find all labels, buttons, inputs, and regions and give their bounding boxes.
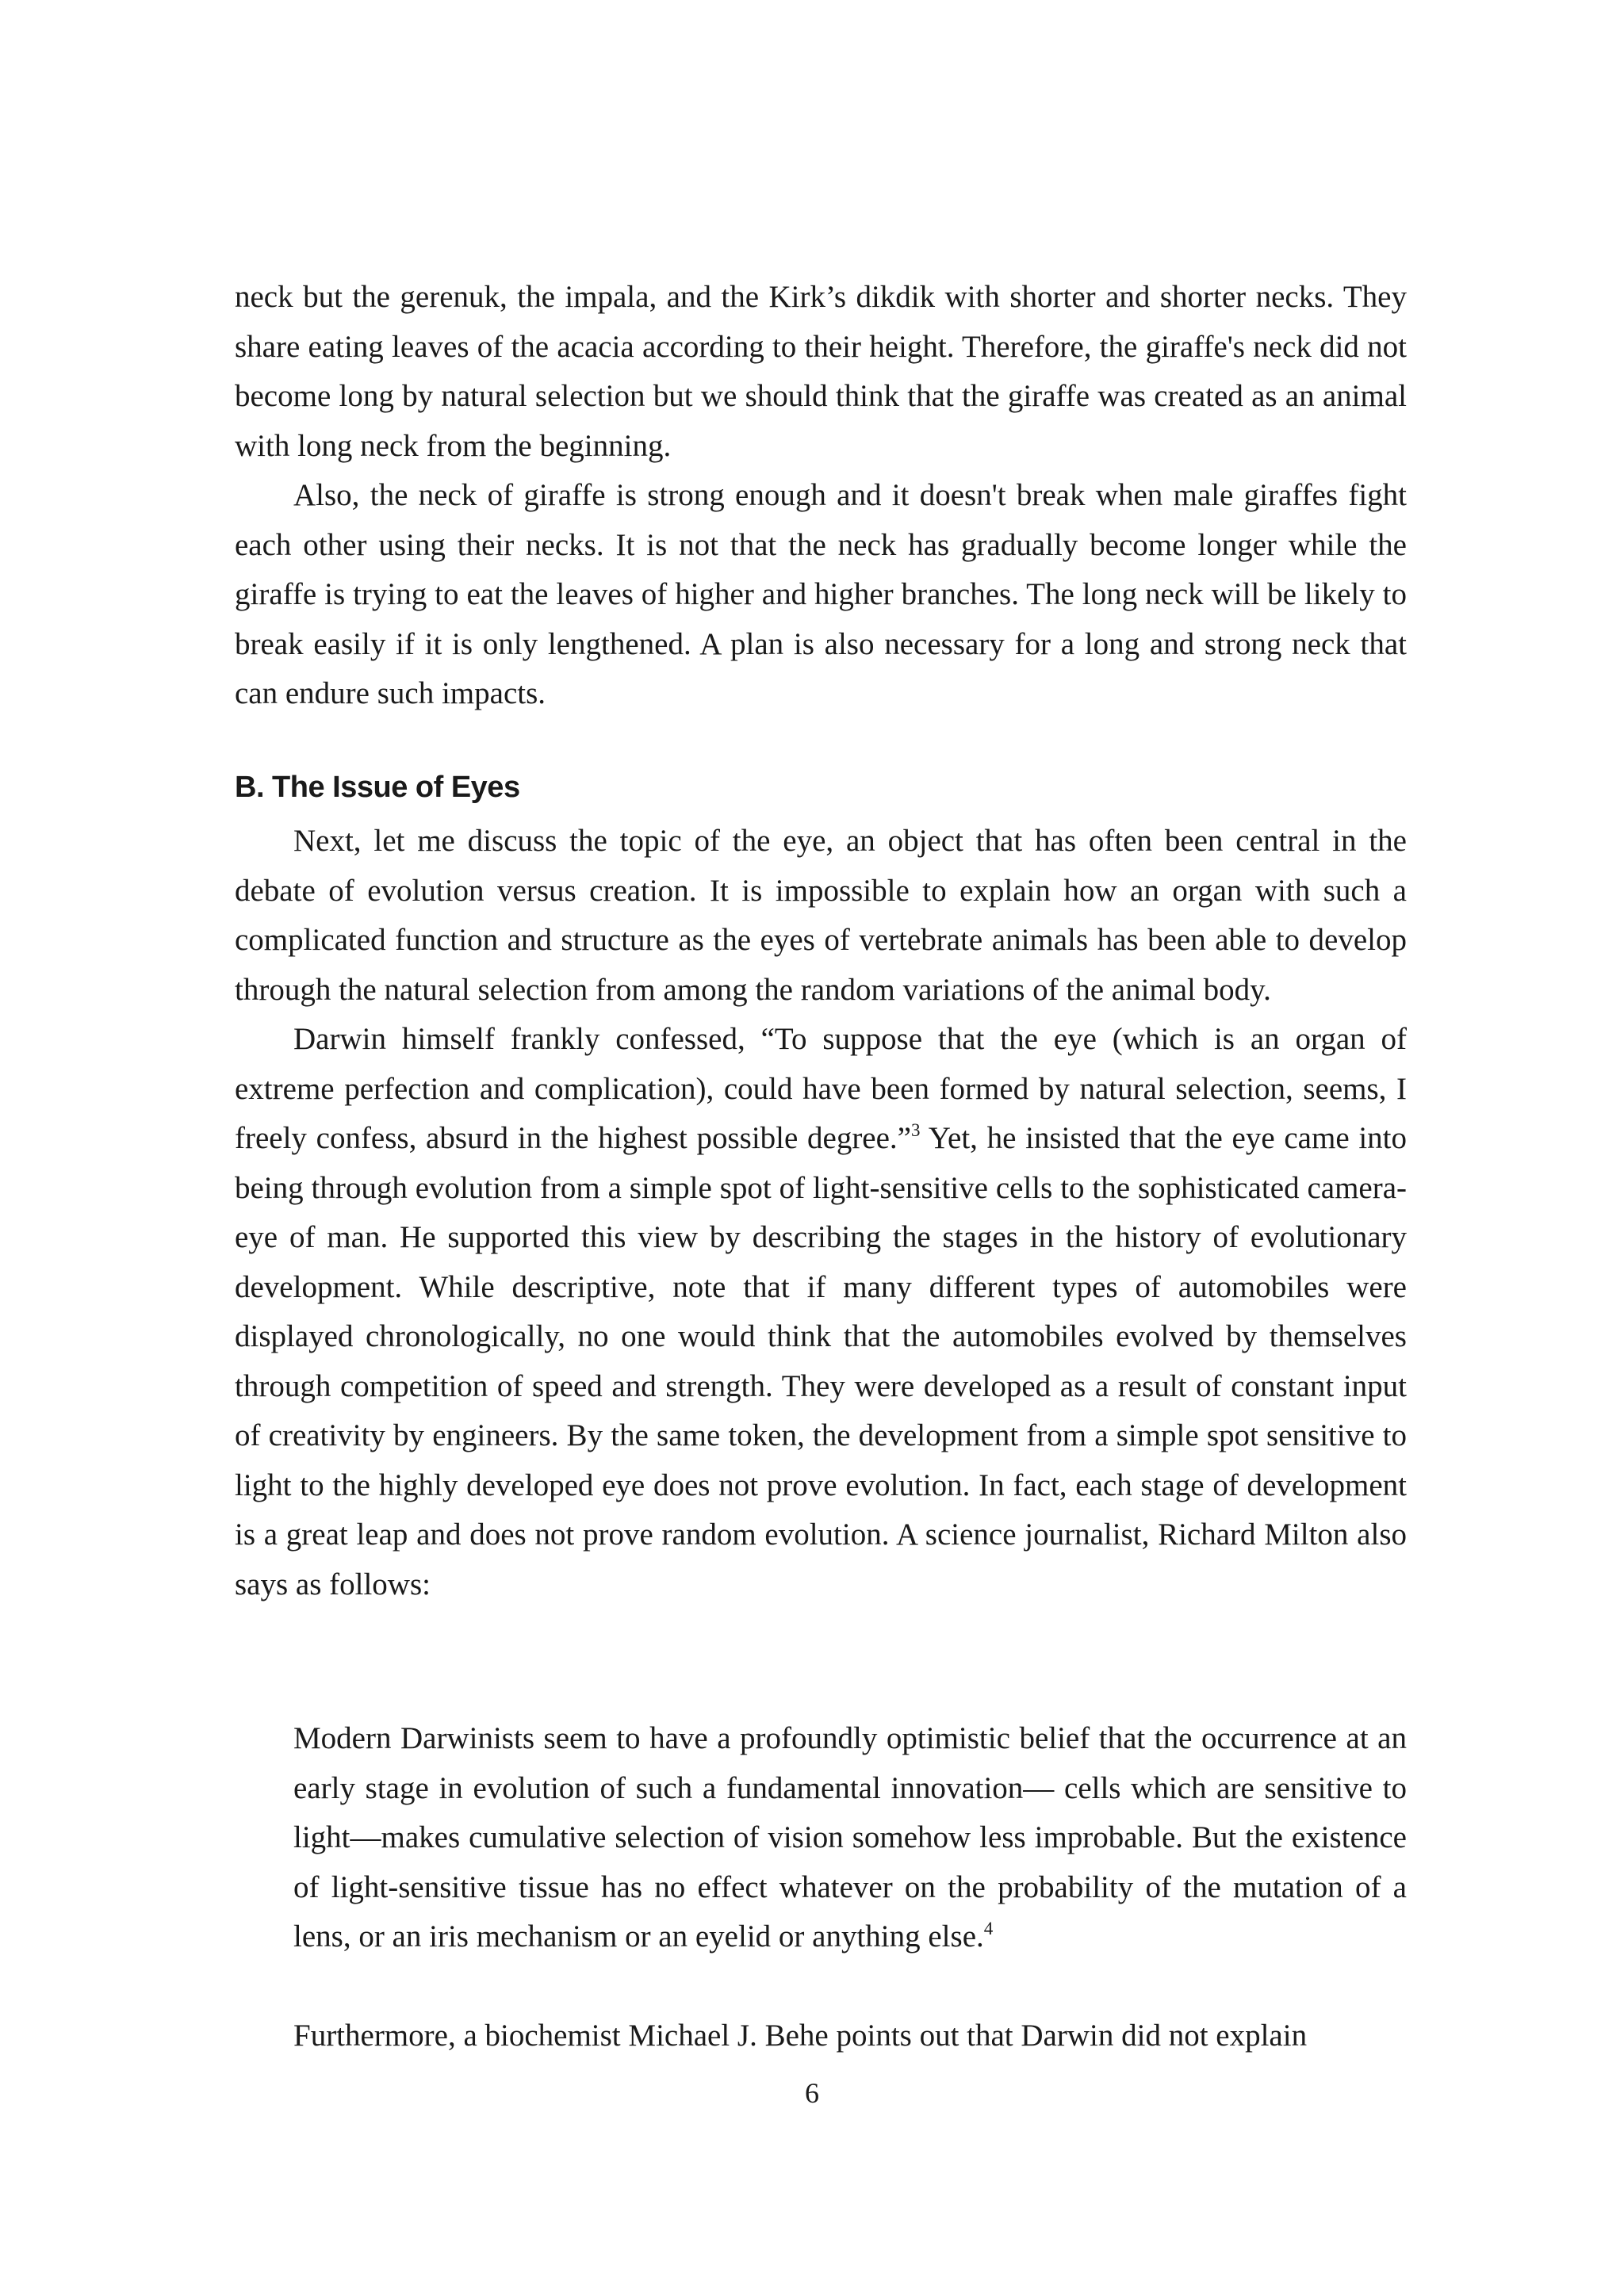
darwin-quote-text: Darwin himself frankly confessed, “To suppose that the eye (which is an organ of extreme perfection and complication), could have been formed by natural selection, seems, I freely confess, absurd in the highest possible degree.” [235, 1022, 1407, 1155]
paragraph-giraffe-neck-continued: neck but the gerenuk, the impala, and the Kirk’s dikdik with shorter and shorter necks. They share eating leaves of the acacia according to their height. Therefore, the giraffe's neck did not become long by natural selection but we should think that the giraffe was created as an animal with long neck from the beginning. [235, 280, 1407, 463]
darwin-argument-text: Yet, he insisted that the eye came into being through evolution from a simple spot of light-sensitive cells to the sophisticated camera-eye of man. He supported this view by describing the stages in the history of evolutionary development. While descriptive, note that if many different types of automobiles were displayed chronologically, no one would think that the automobiles evolved by themselves through competition of speed and strength. They were developed as a result of constant input of creativity by engineers. By the same token, the development from a simple spot sensitive to light to the highly developed eye does not prove evolution. In fact, each stage of development is a great leap and does not prove random evolution. A science journalist, Richard Milton also says as follows: [235, 1121, 1407, 1601]
section-heading: B. The Issue of Eyes [235, 771, 520, 804]
paragraph-darwin-confession [235, 1015, 1407, 1609]
footnote-marker-4: 4 [983, 1919, 994, 1938]
footnote-marker-3: 3 [911, 1120, 921, 1140]
page-number: 6 [805, 2077, 819, 2109]
section-text-block [235, 817, 1407, 1609]
closing-text-block [235, 2011, 1407, 2061]
block-quote-milton [293, 1714, 1407, 1962]
paragraph-eye-topic: Next, let me discuss the topic of the eye, an object that has often been central in the debate of evolution versus creation. It is impossible to explain how an organ with such a complicated function and structure as the eyes of vertebrate animals has been able to develop through the natural selection from among the random variations of the animal body. [235, 824, 1407, 1007]
paragraph-giraffe-neck-strength: Also, the neck of giraffe is strong enough and it doesn't break when male giraffes fight each other using their necks. It is not that the neck has gradually become longer while the giraffe is trying to eat the leaves of higher and higher branches. The long neck will be likely to break easily if it is only lengthened. A plan is also necessary for a long and strong neck that can endure such impacts. [235, 478, 1407, 710]
block-quote-text: Modern Darwinists seem to have a profoundly optimistic belief that the occurrence at an early stage in evolution of such a fundamental innovation— cells which are sensitive to light—makes cumulative selection of vision somehow less improbable. But the existence of light-sensitive tissue has no effect whatever on the probability of the mutation of a lens, or an iris mechanism or an eyelid or anything else. [293, 1721, 1407, 1954]
paragraph-behe: Furthermore, a biochemist Michael J. Behe points out that Darwin did not explain [293, 2019, 1308, 2053]
opening-text-block [235, 273, 1407, 719]
